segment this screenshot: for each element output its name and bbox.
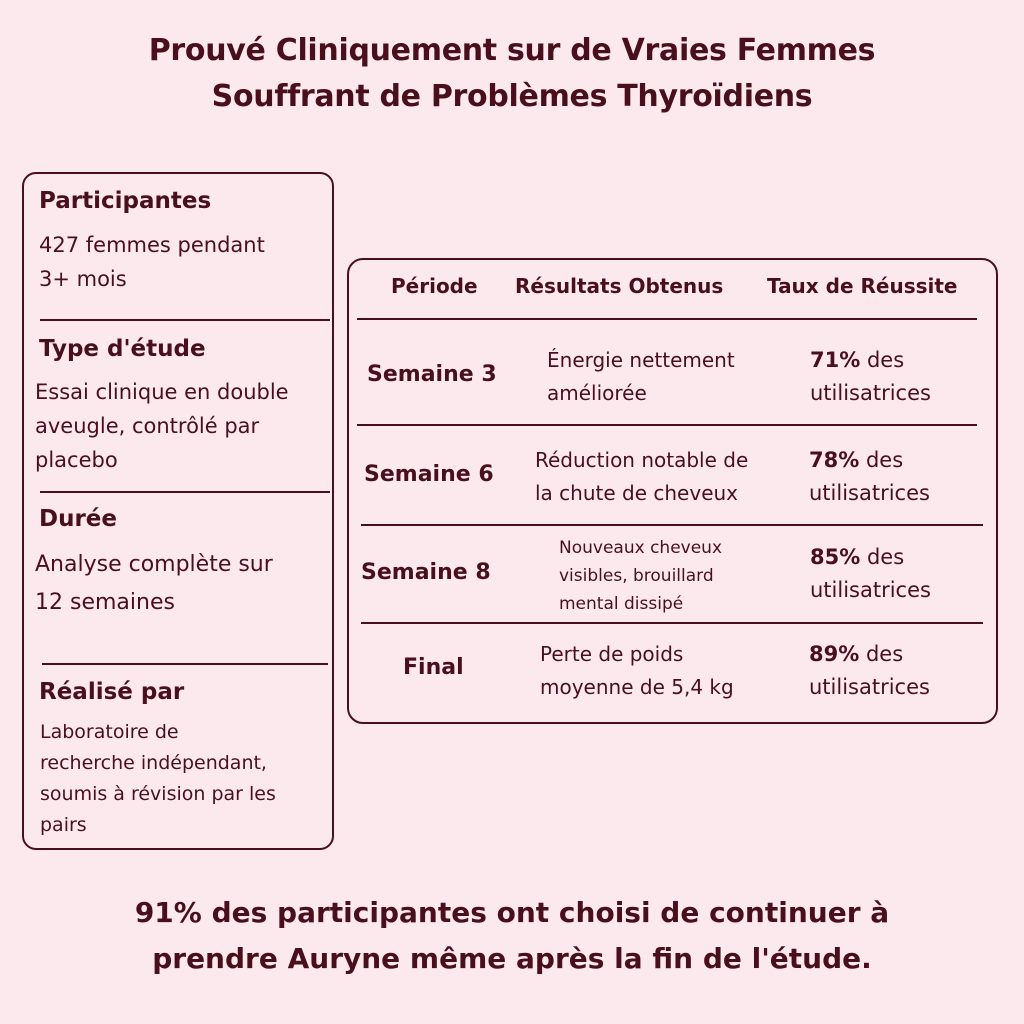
conducted-by-line: soumis à révision par les [40, 783, 276, 805]
participants-heading: Participantes [39, 188, 212, 214]
duration-line: 12 semaines [35, 590, 175, 615]
rate-percent: 89% [809, 642, 860, 666]
table-row-result [559, 534, 722, 618]
conducted-by-line: pairs [40, 814, 87, 836]
rate-line: utilisatrices [810, 381, 931, 405]
study-type-text [35, 375, 289, 477]
table-row-result [540, 638, 734, 704]
duration-heading: Durée [39, 506, 118, 532]
study-info-card [22, 172, 334, 850]
table-row-rate [810, 344, 931, 410]
rate-line: utilisatrices [809, 675, 930, 699]
rate-suffix: des [860, 348, 905, 372]
study-type-line: Essai clinique en double [35, 380, 289, 404]
section-divider [40, 319, 330, 321]
study-type-line: aveugle, contrôlé par [35, 414, 260, 438]
rate-line: utilisatrices [810, 578, 931, 602]
rate-line: utilisatrices [809, 481, 930, 505]
table-row-result [535, 444, 748, 510]
duration-line: Analyse complète sur [35, 552, 273, 577]
column-header-period: Période [391, 274, 478, 298]
conducted-by-line: Laboratoire de [40, 721, 179, 743]
study-type-heading: Type d'étude [39, 336, 206, 362]
row-divider [361, 524, 983, 526]
participants-line: 427 femmes pendant [39, 233, 265, 257]
page-title-line-2: Souffrant de Problèmes Thyroïdiens [211, 79, 813, 114]
footer-line-1: 91% des participantes ont choisi de continuer à [134, 896, 890, 929]
participants-line: 3+ mois [39, 267, 127, 291]
rate-percent: 85% [810, 545, 861, 569]
column-header-success-rate: Taux de Réussite [767, 274, 958, 298]
rate-suffix: des [860, 545, 905, 569]
section-divider [42, 663, 328, 665]
page-title [0, 28, 1024, 120]
page-title-line-1: Prouvé Cliniquement sur de Vraies Femmes [148, 33, 876, 68]
table-row-rate [809, 444, 930, 510]
table-row-result [547, 344, 735, 410]
conducted-by-heading: Réalisé par [39, 679, 185, 705]
rate-percent: 71% [810, 348, 861, 372]
rate-suffix: des [859, 642, 904, 666]
table-row-period: Semaine 8 [361, 560, 491, 585]
column-header-results: Résultats Obtenus [515, 274, 724, 298]
result-line: Nouveaux cheveux [559, 538, 723, 558]
result-line: améliorée [547, 381, 647, 405]
result-line: Perte de poids [540, 642, 684, 666]
footer-statement [0, 890, 1024, 982]
result-line: visibles, brouillard [559, 566, 714, 586]
participants-text [39, 228, 265, 296]
result-line: moyenne de 5,4 kg [540, 675, 734, 699]
section-divider [40, 491, 330, 493]
table-row-period: Semaine 3 [367, 362, 497, 387]
table-row-period: Final [403, 655, 464, 680]
study-type-line: placebo [35, 448, 118, 472]
footer-line-2: prendre Auryne même après la fin de l'étude. [152, 942, 872, 975]
results-table [347, 258, 998, 724]
result-line: Réduction notable de [535, 448, 749, 472]
result-line: la chute de cheveux [535, 481, 739, 505]
result-line: mental dissipé [559, 594, 684, 614]
conducted-by-text [40, 717, 276, 841]
table-row-period: Semaine 6 [364, 462, 494, 487]
duration-text [35, 546, 273, 622]
rate-percent: 78% [809, 448, 860, 472]
row-divider [357, 424, 977, 426]
row-divider [361, 622, 983, 624]
header-divider [357, 318, 977, 320]
result-line: Énergie nettement [547, 348, 735, 372]
table-row-rate [810, 541, 931, 607]
rate-suffix: des [859, 448, 904, 472]
conducted-by-line: recherche indépendant, [40, 752, 267, 774]
table-row-rate [809, 638, 930, 704]
